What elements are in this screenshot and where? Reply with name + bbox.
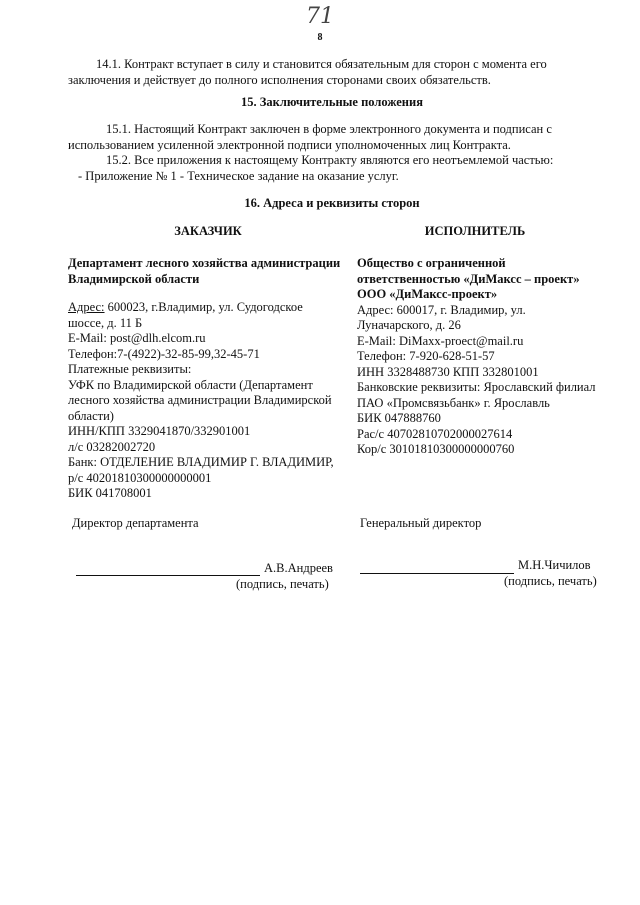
customer-ufk-line3: области) [68,408,114,423]
contractor-title: ИСПОЛНИТЕЛЬ [424,224,526,238]
customer-bik: БИК 041708001 [68,486,152,500]
section15-p2: 15.2. Все приложения к настоящему Контракту являются его неотъемлемой частью: [106,153,554,167]
contractor-bank-line1: Банковские реквизиты: Ярославский филиал [357,380,596,394]
customer-org-line2: Владимирской области [68,271,200,286]
customer-sign-caption: (подпись, печать) [236,577,329,591]
customer-title: ЗАКАЗЧИК [174,224,242,238]
customer-ufk-line1: УФК по Владимирской области (Департамент [68,377,313,392]
customer-rs: р/с 40201810300000000001 [68,470,212,485]
customer-org-line1: Департамент лесного хозяйства администрации [68,256,341,270]
customer-address-value: 600023, г.Владимир, ул. Судогодское [104,300,303,314]
section15-p1-line1: 15.1. Настоящий Контракт заключен в форме электронного документа и подписан с [106,122,552,136]
contractor-org-line1: Общество с ограниченной [357,256,506,270]
customer-sign-position: Директор департамента [72,516,199,530]
customer-email: E-Mail: post@dlh.elcom.ru [68,331,206,345]
contractor-details [357,256,607,458]
customer-sign-name: А.В.Андреев [264,561,333,575]
contractor-org-line2: ответственностью «ДиМаксс – проект» [357,271,580,286]
section16-heading: 16. Адреса и реквизиты сторон [244,196,420,210]
contractor-sign-position: Генеральный директор [360,516,482,530]
contractor-address-line1: Адрес: 600017, г. Владимир, ул. [357,302,526,317]
section15-p1-line2: использованием усиленной электронной подписи уполномоченных лиц Контракта. [68,137,511,152]
contractor-ks: Кор/с 30101810300000000760 [357,442,515,456]
contractor-org-line3: ООО «ДиМаксс-проект» [357,287,498,301]
customer-signature-line [76,575,260,576]
section14-line1: 14.1. Контракт вступает в силу и становится обязательным для сторон с момента его [96,57,547,71]
customer-address-label: Адрес: [68,300,105,314]
contractor-bank-line2: ПАО «Промсвязьбанк» г. Ярославль [357,395,550,410]
contractor-email: E-Mail: DiMaxx-proect@mail.ru [357,333,524,348]
section15-p3: - Приложение № 1 - Техническое задание на оказание услуг. [78,168,399,183]
customer-bank: Банк: ОТДЕЛЕНИЕ ВЛАДИМИР Г. ВЛАДИМИР, [68,455,334,469]
section15-heading: 15. Заключительные положения [241,95,423,109]
section15-paragraphs [68,122,596,184]
contractor-inn: ИНН 3328488730 КПП 332801001 [357,364,539,379]
customer-details [68,256,348,502]
contractor-bik: БИК 047888760 [357,411,441,425]
customer-address-line1 [68,300,348,316]
contractor-signature-line [360,573,514,574]
contractor-sign-name: М.Н.Чичилов [518,558,591,572]
customer-bank-title: Платежные реквизиты: [68,362,192,376]
page-number: 8 [317,32,323,43]
handwritten-page-number: 71 [306,4,334,29]
section14-line2: заключения и действует до полного исполнения сторонами своих обязательств. [68,72,491,87]
customer-inn: ИНН/КПП 3329041870/332901001 [68,424,251,438]
contractor-address-line2: Луначарского, д. 26 [357,318,461,332]
section14-paragraph [68,57,596,88]
contractor-sign-caption: (подпись, печать) [504,574,597,588]
customer-ufk-line2: лесного хозяйства администрации Владимирской [68,393,332,407]
customer-ls: л/с 03282002720 [68,439,156,454]
contractor-rs: Рас/с 40702810702000027614 [357,426,513,441]
customer-address-line2: шоссе, д. 11 Б [68,315,143,330]
customer-phone: Телефон:7-(4922)-32-85-99,32-45-71 [68,346,260,361]
contractor-phone: Телефон: 7-920-628-51-57 [357,349,495,363]
